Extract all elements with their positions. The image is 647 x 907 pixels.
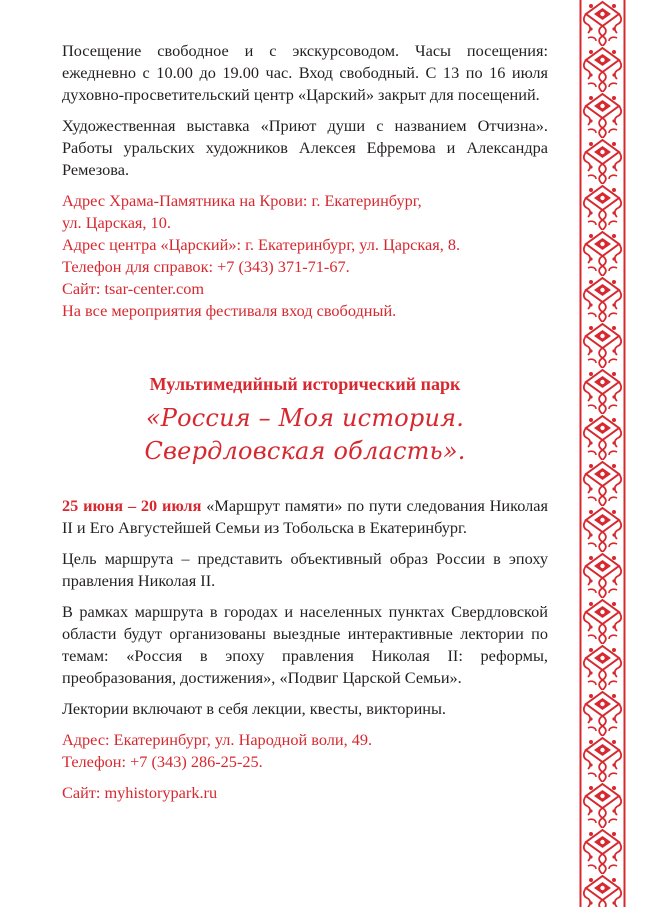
park-address: Адрес: Екатеринбург, ул. Народной воли, 49. <box>62 730 373 749</box>
temple-contacts <box>62 190 548 322</box>
center-address: Адрес центра «Царский»: г. Екатеринбург, ул. Царская, 8. <box>62 235 461 254</box>
park-contacts <box>62 729 548 804</box>
free-entry-note: На все мероприятия фестиваля вход свободный. <box>62 301 397 320</box>
route-description: «Маршрут памяти» по пути следования Николая II и Его Августейшей Семьи из Тобольска в Екатеринбург. <box>62 496 548 537</box>
visiting-hours-paragraph: Посещение свободное и с экскурсоводом. Часы посещения: ежедневно с 10.00 до 19.00 час. Вход свободный. С 13 по 16 июля духовно-просветительский центр «Царский» закрыт для посещений. <box>62 41 548 104</box>
temple-address-street: ул. Царская, 10. <box>62 213 171 232</box>
park-heading <box>62 372 548 468</box>
exhibition-paragraph: Художественная выставка «Приют души с названием Отчизна». Работы уральских художников Алексея Ефремова и Александра Ремезова. <box>62 116 548 179</box>
route-paragraph <box>62 495 548 539</box>
park-phone: Телефон: +7 (343) 286-25-25. <box>62 752 263 771</box>
park-website-link[interactable]: Сайт: myhistorypark.ru <box>62 783 218 802</box>
info-section-park <box>62 495 548 804</box>
route-dates: 25 июня – 20 июля <box>62 496 202 515</box>
phone-line: Телефон для справок: +7 (343) 371-71-67. <box>62 257 350 276</box>
lectures-content-paragraph: Лектории включают в себя лекции, квесты, викторины. <box>62 699 446 718</box>
info-section-temple <box>62 40 548 322</box>
lectures-paragraph: В рамках маршрута в городах и населенных пунктах Свердловской области будут организованы выездные интерактивные лектории по темам: «Россия в эпоху правления Николая II: реформы, преобразования, достижения», «Подвиг Царской Семьи». <box>62 602 548 687</box>
park-subtitle-line2: Свердловская область». <box>144 437 466 465</box>
park-subtitle-line1: «Россия – Моя история. <box>145 404 465 432</box>
route-goal-paragraph: Цель маршрута – представить объективный образ России в эпоху правления Николая II. <box>62 549 548 590</box>
website-link[interactable]: Сайт: tsar-center.com <box>62 279 205 298</box>
park-title: Мультимедийный исторический парк <box>149 374 461 394</box>
temple-address: Адрес Храма-Памятника на Крови: г. Екатеринбург, <box>62 191 422 210</box>
ornamental-border <box>579 0 626 907</box>
